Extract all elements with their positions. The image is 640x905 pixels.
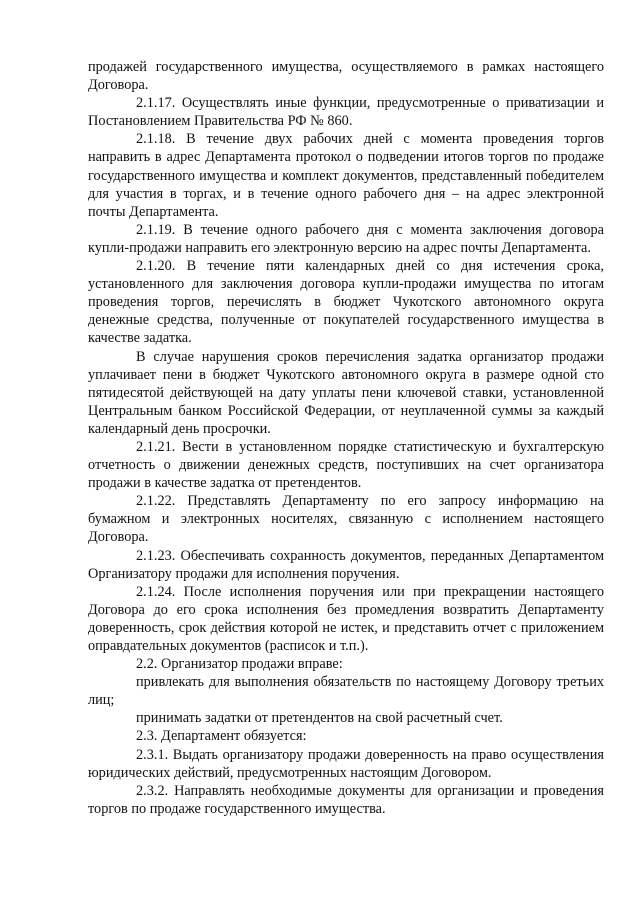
paragraph-2-1-18: 2.1.18. В течение двух рабочих дней с момента проведения торгов направить в адрес Департамента протокол о подведении итогов торгов по продаже государственного имущества и комплект документов, представленный победителем для участия в торгах, и в течение одного рабочего дня – на адрес электронной почты Департамента. bbox=[88, 131, 604, 220]
paragraph-2-1-22: 2.1.22. Представлять Департаменту по его запросу информацию на бумажном и электронных носителях, связанную с исполнением настоящего Договора. bbox=[88, 493, 604, 546]
document-page bbox=[88, 58, 604, 818]
paragraph-2-3-2: 2.3.2. Направлять необходимые документы для организации и проведения торгов по продаже государственного имущества. bbox=[88, 782, 604, 817]
paragraph-2-1-19: 2.1.19. В течение одного рабочего дня с момента заключения договора купли-продажи направить его электронную версию на адрес почты Департамента. bbox=[88, 221, 604, 256]
paragraph-2-1-21: 2.1.21. Вести в установленном порядке статистическую и бухгалтерскую отчетность о движении денежных средств, поступивших на счет организатора продажи в качестве задатка от претендентов. bbox=[88, 438, 604, 492]
paragraph-2-2-item-2: принимать задатки от претендентов на свой расчетный счет. bbox=[136, 710, 503, 727]
paragraph-2-1-17: 2.1.17. Осуществлять иные функции, предусмотренные о приватизации и Постановлением Правительства РФ № 860. bbox=[88, 95, 604, 130]
paragraph-continuation: продажей государственного имущества, осуществляемого в рамках настоящего Договора. bbox=[88, 59, 604, 94]
paragraph-2-2: 2.2. Организатор продажи вправе: bbox=[136, 656, 343, 673]
paragraph-2-3: 2.3. Департамент обязуется: bbox=[136, 728, 307, 745]
paragraph-2-2-item-1: привлекать для выполнения обязательств по настоящему Договору третьих лиц; bbox=[88, 674, 604, 709]
paragraph-2-1-20: 2.1.20. В течение пяти календарных дней со дня истечения срока, установленного для заключения договора купли-продажи имущества по итогам проведения торгов, перечислять в бюджет Чукотского автономного округа денежные средства, полученные от покупателей государственного имущества в качестве задатка. bbox=[88, 258, 604, 347]
paragraph-2-1-23: 2.1.23. Обеспечивать сохранность документов, переданных Департаментом Организатору продажи для исполнения поручения. bbox=[88, 547, 604, 582]
paragraph-2-1-24: 2.1.24. После исполнения поручения или при прекращении настоящего Договора до его срока исполнения без промедления возвратить Департаменту доверенность, срок действия которой не истек, и представить отчет с приложением оправдательных документов (расписок и т.п.). bbox=[88, 583, 604, 654]
paragraph-2-3-1: 2.3.1. Выдать организатору продажи доверенность на право осуществления юридических действий, предусмотренных настоящим Договором. bbox=[88, 746, 604, 781]
paragraph-penalty: В случае нарушения сроков перечисления задатка организатор продажи уплачивает пени в бюджет Чукотского автономного округа в размере одной сто пятидесятой действующей на дату уплаты пени ключевой ставки, установленной Центральным банком Российской Федерации, от неуплаченной суммы за каждый календарный день просрочки. bbox=[88, 348, 604, 437]
